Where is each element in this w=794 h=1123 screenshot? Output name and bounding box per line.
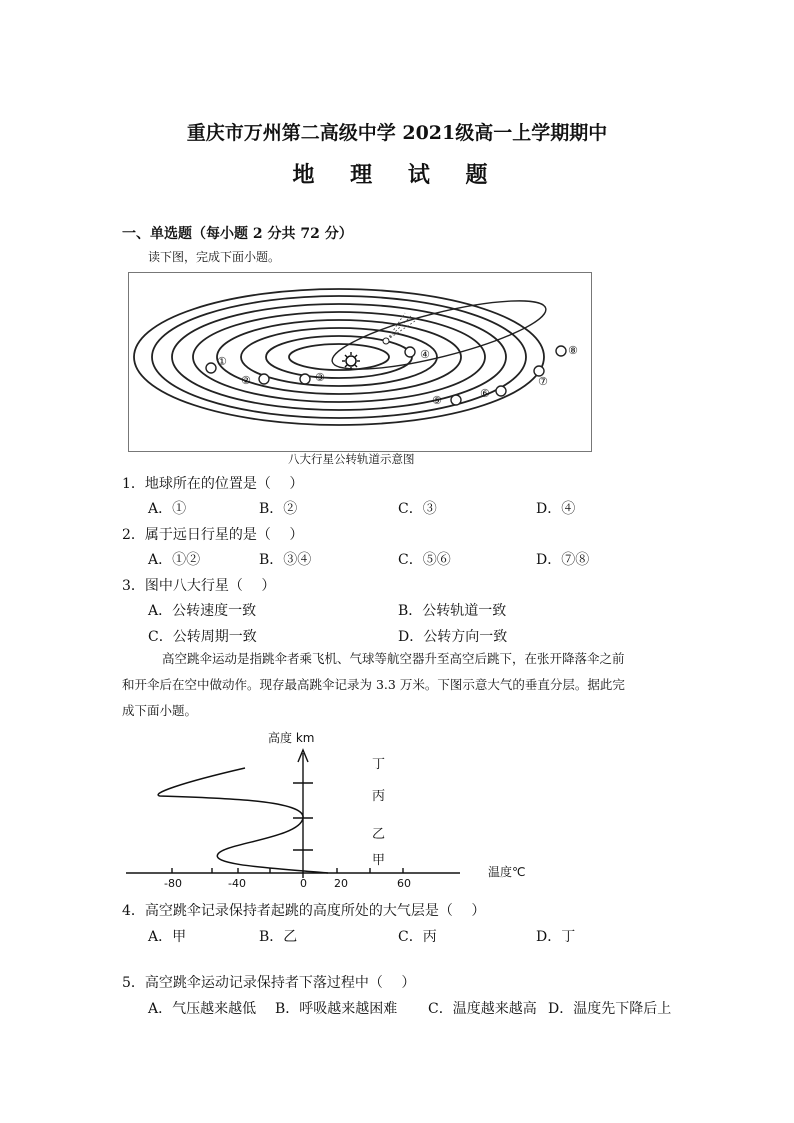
- sun-icon: [342, 352, 360, 370]
- planet-label-1: ①: [217, 355, 227, 368]
- x-tick-60: 60: [397, 877, 411, 890]
- q5-option-b: B．呼吸越来越困难: [275, 1001, 398, 1017]
- q2-option-b: B．③④: [259, 552, 312, 568]
- question-1: 1．地球所在的位置是（ ）: [122, 476, 304, 492]
- question-2: 2．属于远日行星的是（ ）: [122, 527, 304, 543]
- section-heading: 一、单选题（每小题 2 分共 72 分）: [122, 226, 353, 242]
- question-5: 5．高空跳伞运动记录保持者下落过程中（ ）: [122, 975, 416, 991]
- x-axis-label: 温度℃: [488, 865, 526, 879]
- x-tick-neg40: -40: [228, 877, 246, 890]
- q3-option-a: A．公转速度一致: [148, 603, 257, 619]
- planet-8: [556, 346, 566, 356]
- planet-2: [259, 374, 269, 384]
- q1-option-d: D．④: [536, 501, 576, 517]
- q2-option-c: C．⑤⑥: [398, 552, 451, 568]
- planet-label-4: ④: [420, 348, 430, 361]
- planet-1: [206, 363, 216, 373]
- planet-label-5: ⑤: [432, 394, 442, 407]
- planet-5: [451, 395, 461, 405]
- q2-option-a: A．①②: [148, 552, 201, 568]
- layer-label-ding: 丁: [372, 757, 386, 772]
- q4-option-a: A．甲: [148, 929, 187, 945]
- q3-option-d: D．公转方向一致: [398, 629, 508, 645]
- layer-label-yi: 乙: [372, 827, 386, 842]
- q5-option-a: A．气压越来越低: [148, 1001, 257, 1017]
- q4-option-d: D．丁: [536, 929, 576, 945]
- y-axis-label: 高度 km: [268, 731, 315, 745]
- exam-subject: 地 理 试 题: [292, 162, 502, 188]
- q5-option-d: D．温度先下降后上: [548, 1001, 672, 1017]
- x-tick-neg80: -80: [164, 877, 182, 890]
- planet-3: [300, 374, 310, 384]
- q3-option-c: C．公转周期一致: [148, 629, 257, 645]
- q1-option-c: C．③: [398, 501, 437, 517]
- question-3: 3．图中八大行星（ ）: [122, 578, 276, 594]
- planet-label-8: ⑧: [568, 344, 578, 357]
- planet-label-2: ②: [241, 374, 251, 387]
- atmosphere-diagram: [120, 728, 560, 893]
- q4-option-b: B．乙: [259, 929, 298, 945]
- question-4: 4．高空跳伞记录保持者起跳的高度所处的大气层是（ ）: [122, 903, 486, 919]
- planet-4: [405, 347, 415, 357]
- figure1-instruction: 读下图，完成下面小题。: [148, 250, 281, 264]
- x-tick-0: 0: [300, 877, 307, 890]
- comet: [383, 338, 389, 344]
- q4-option-c: C．丙: [398, 929, 437, 945]
- atmosphere-figure: [120, 728, 560, 893]
- q1-option-b: B．②: [259, 501, 298, 517]
- q5-option-c: C．温度越来越高: [428, 1001, 537, 1017]
- orbit-figure-frame: [128, 272, 592, 452]
- figure1-caption: 八大行星公转轨道示意图: [288, 452, 415, 466]
- planet-label-7: ⑦: [538, 375, 548, 388]
- passage-line-1: 高空跳伞运动是指跳伞者乘飞机、气球等航空器升至高空后跳下，在张开降落伞之前: [162, 651, 625, 666]
- passage-line-2: 和开伞后在空中做动作。现存最高跳伞记录为 3.3 万米。下图示意大气的垂直分层。据此完: [122, 677, 625, 692]
- q2-option-d: D．⑦⑧: [536, 552, 590, 568]
- planet-label-6: ⑥: [480, 387, 490, 400]
- x-tick-20: 20: [334, 877, 348, 890]
- exam-title: 重庆市万州第二高级中学 2021级高一上学期期中: [186, 122, 608, 144]
- planet-6: [496, 386, 506, 396]
- passage-line-3: 成下面小题。: [122, 703, 198, 718]
- orbit-diagram: [129, 273, 591, 451]
- q1-option-a: A．①: [148, 501, 187, 517]
- layer-label-bing: 丙: [372, 789, 386, 804]
- planet-label-3: ③: [315, 371, 325, 384]
- layer-label-jia: 甲: [372, 853, 386, 868]
- q3-option-b: B．公转轨道一致: [398, 603, 507, 619]
